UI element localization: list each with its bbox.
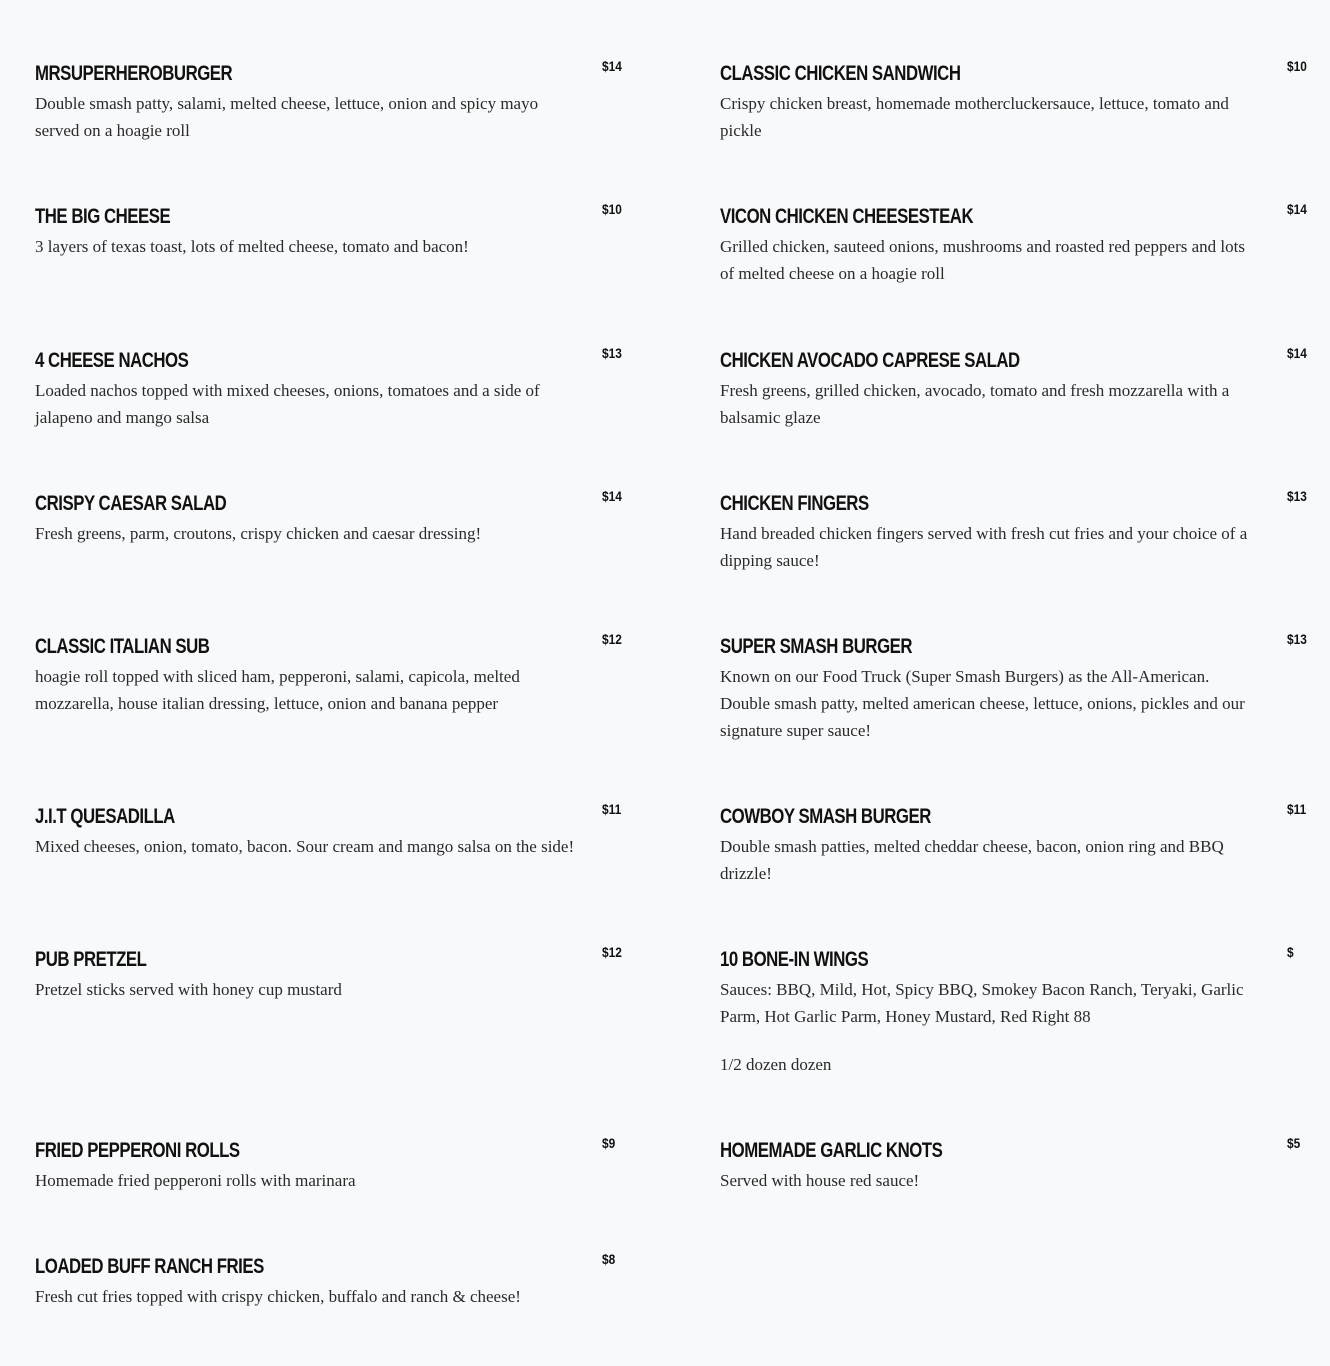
- item-description: Grilled chicken, sauteed onions, mushrooms and roasted red peppers and lots of melted cheese on a hoagie roll: [720, 237, 1245, 283]
- menu-item-fried-pepperoni-rolls: [35, 1135, 623, 1194]
- item-description: Served with house red sauce!: [720, 1171, 920, 1190]
- menu-item-homemade-garlic-knots: [720, 1135, 1308, 1194]
- item-price: $10: [1287, 58, 1307, 74]
- item-price: $: [1287, 944, 1294, 960]
- menu-item-classic-chicken-sandwich: [720, 58, 1308, 144]
- item-price: $5: [1287, 1135, 1301, 1151]
- menu-item-4-cheese-nachos: [35, 345, 623, 431]
- item-price: $14: [1287, 345, 1307, 361]
- item-size-options: 1/2 dozen dozen: [720, 1055, 832, 1074]
- item-description: Pretzel sticks served with honey cup mustard: [35, 980, 342, 999]
- menu-item-classic-italian-sub: [35, 631, 623, 717]
- item-price: $8: [602, 1251, 616, 1267]
- menu-item-super-smash-burger: [720, 631, 1308, 744]
- menu-item-vicon-chicken-cheesesteak: [720, 201, 1308, 287]
- item-description: Double smash patties, melted cheddar cheese, bacon, onion ring and BBQ drizzle!: [720, 837, 1224, 883]
- item-price: $14: [602, 58, 622, 74]
- menu-item-cowboy-smash-burger: [720, 801, 1308, 887]
- item-name: CLASSIC CHICKEN SANDWICH: [720, 62, 961, 85]
- menu-item-chicken-fingers: [720, 488, 1308, 574]
- item-name: VICON CHICKEN CHEESESTEAK: [720, 205, 974, 228]
- item-name: LOADED BUFF RANCH FRIES: [35, 1255, 264, 1278]
- item-description: Double smash patty, salami, melted cheese, lettuce, onion and spicy mayo served on a hoagie roll: [35, 94, 539, 140]
- item-description: Known on our Food Truck (Super Smash Burgers) as the All-American. Double smash patty, melted american cheese, lettuce, onions, pickles and our signature super sauce!: [720, 667, 1245, 740]
- item-description: Homemade fried pepperoni rolls with marinara: [35, 1171, 356, 1190]
- item-description: hoagie roll topped with sliced ham, pepperoni, salami, capicola, melted mozzarella, house italian dressing, lettuce, onion and banana pepper: [35, 667, 520, 713]
- menu-item-chicken-avocado-caprese-salad: [720, 345, 1308, 431]
- item-name: J.I.T QUESADILLA: [35, 805, 175, 828]
- item-price: $13: [1287, 631, 1307, 647]
- item-price: $14: [602, 488, 622, 504]
- item-name: COWBOY SMASH BURGER: [720, 805, 931, 828]
- item-price: $13: [1287, 488, 1307, 504]
- item-price: $11: [602, 801, 622, 817]
- item-name: CHICKEN FINGERS: [720, 492, 869, 515]
- item-name: SUPER SMASH BURGER: [720, 635, 913, 658]
- item-price: $9: [602, 1135, 616, 1151]
- item-description: Crispy chicken breast, homemade mothercluckersauce, lettuce, tomato and pickle: [720, 94, 1229, 140]
- item-description: Hand breaded chicken fingers served with fresh cut fries and your choice of a dipping sauce!: [720, 524, 1248, 570]
- item-name: PUB PRETZEL: [35, 948, 147, 971]
- menu-item-the-big-cheese: [35, 201, 623, 260]
- menu-item-10-bone-in-wings: [720, 944, 1308, 1078]
- menu-item-pub-pretzel: [35, 944, 623, 1003]
- item-name: 4 CHEESE NACHOS: [35, 349, 189, 372]
- item-name: CHICKEN AVOCADO CAPRESE SALAD: [720, 349, 1020, 372]
- menu-item-crispy-caesar-salad: [35, 488, 623, 547]
- item-description: Sauces: BBQ, Mild, Hot, Spicy BBQ, Smokey Bacon Ranch, Teryaki, Garlic Parm, Hot Garlic Parm, Honey Mustard, Red Right 88: [720, 980, 1244, 1026]
- item-price: $14: [1287, 201, 1307, 217]
- item-price: $12: [602, 631, 622, 647]
- item-name: FRIED PEPPERONI ROLLS: [35, 1139, 240, 1162]
- item-price: $11: [1287, 801, 1307, 817]
- item-name: 10 BONE-IN WINGS: [720, 948, 869, 971]
- item-name: CRISPY CAESAR SALAD: [35, 492, 227, 515]
- item-description: Fresh cut fries topped with crispy chicken, buffalo and ranch & cheese!: [35, 1287, 521, 1306]
- menu-item-jit-quesadilla: [35, 801, 623, 860]
- item-name: MRSUPERHEROBURGER: [35, 62, 233, 85]
- item-description: Fresh greens, grilled chicken, avocado, tomato and fresh mozzarella with a balsamic glaze: [720, 381, 1230, 427]
- item-name: HOMEMADE GARLIC KNOTS: [720, 1139, 943, 1162]
- item-name: CLASSIC ITALIAN SUB: [35, 635, 210, 658]
- item-price: $13: [602, 345, 622, 361]
- item-description: Loaded nachos topped with mixed cheeses, onions, tomatoes and a side of jalapeno and mango salsa: [35, 381, 540, 427]
- menu-item-mrsuperheroburger: [35, 58, 623, 144]
- item-price: $10: [602, 201, 622, 217]
- menu-item-loaded-buff-ranch-fries: [35, 1251, 623, 1310]
- item-name: THE BIG CHEESE: [35, 205, 171, 228]
- item-description: 3 layers of texas toast, lots of melted cheese, tomato and bacon!: [35, 237, 469, 256]
- item-description: Fresh greens, parm, croutons, crispy chicken and caesar dressing!: [35, 524, 482, 543]
- item-description: Mixed cheeses, onion, tomato, bacon. Sour cream and mango salsa on the side!: [35, 837, 575, 856]
- item-price: $12: [602, 944, 622, 960]
